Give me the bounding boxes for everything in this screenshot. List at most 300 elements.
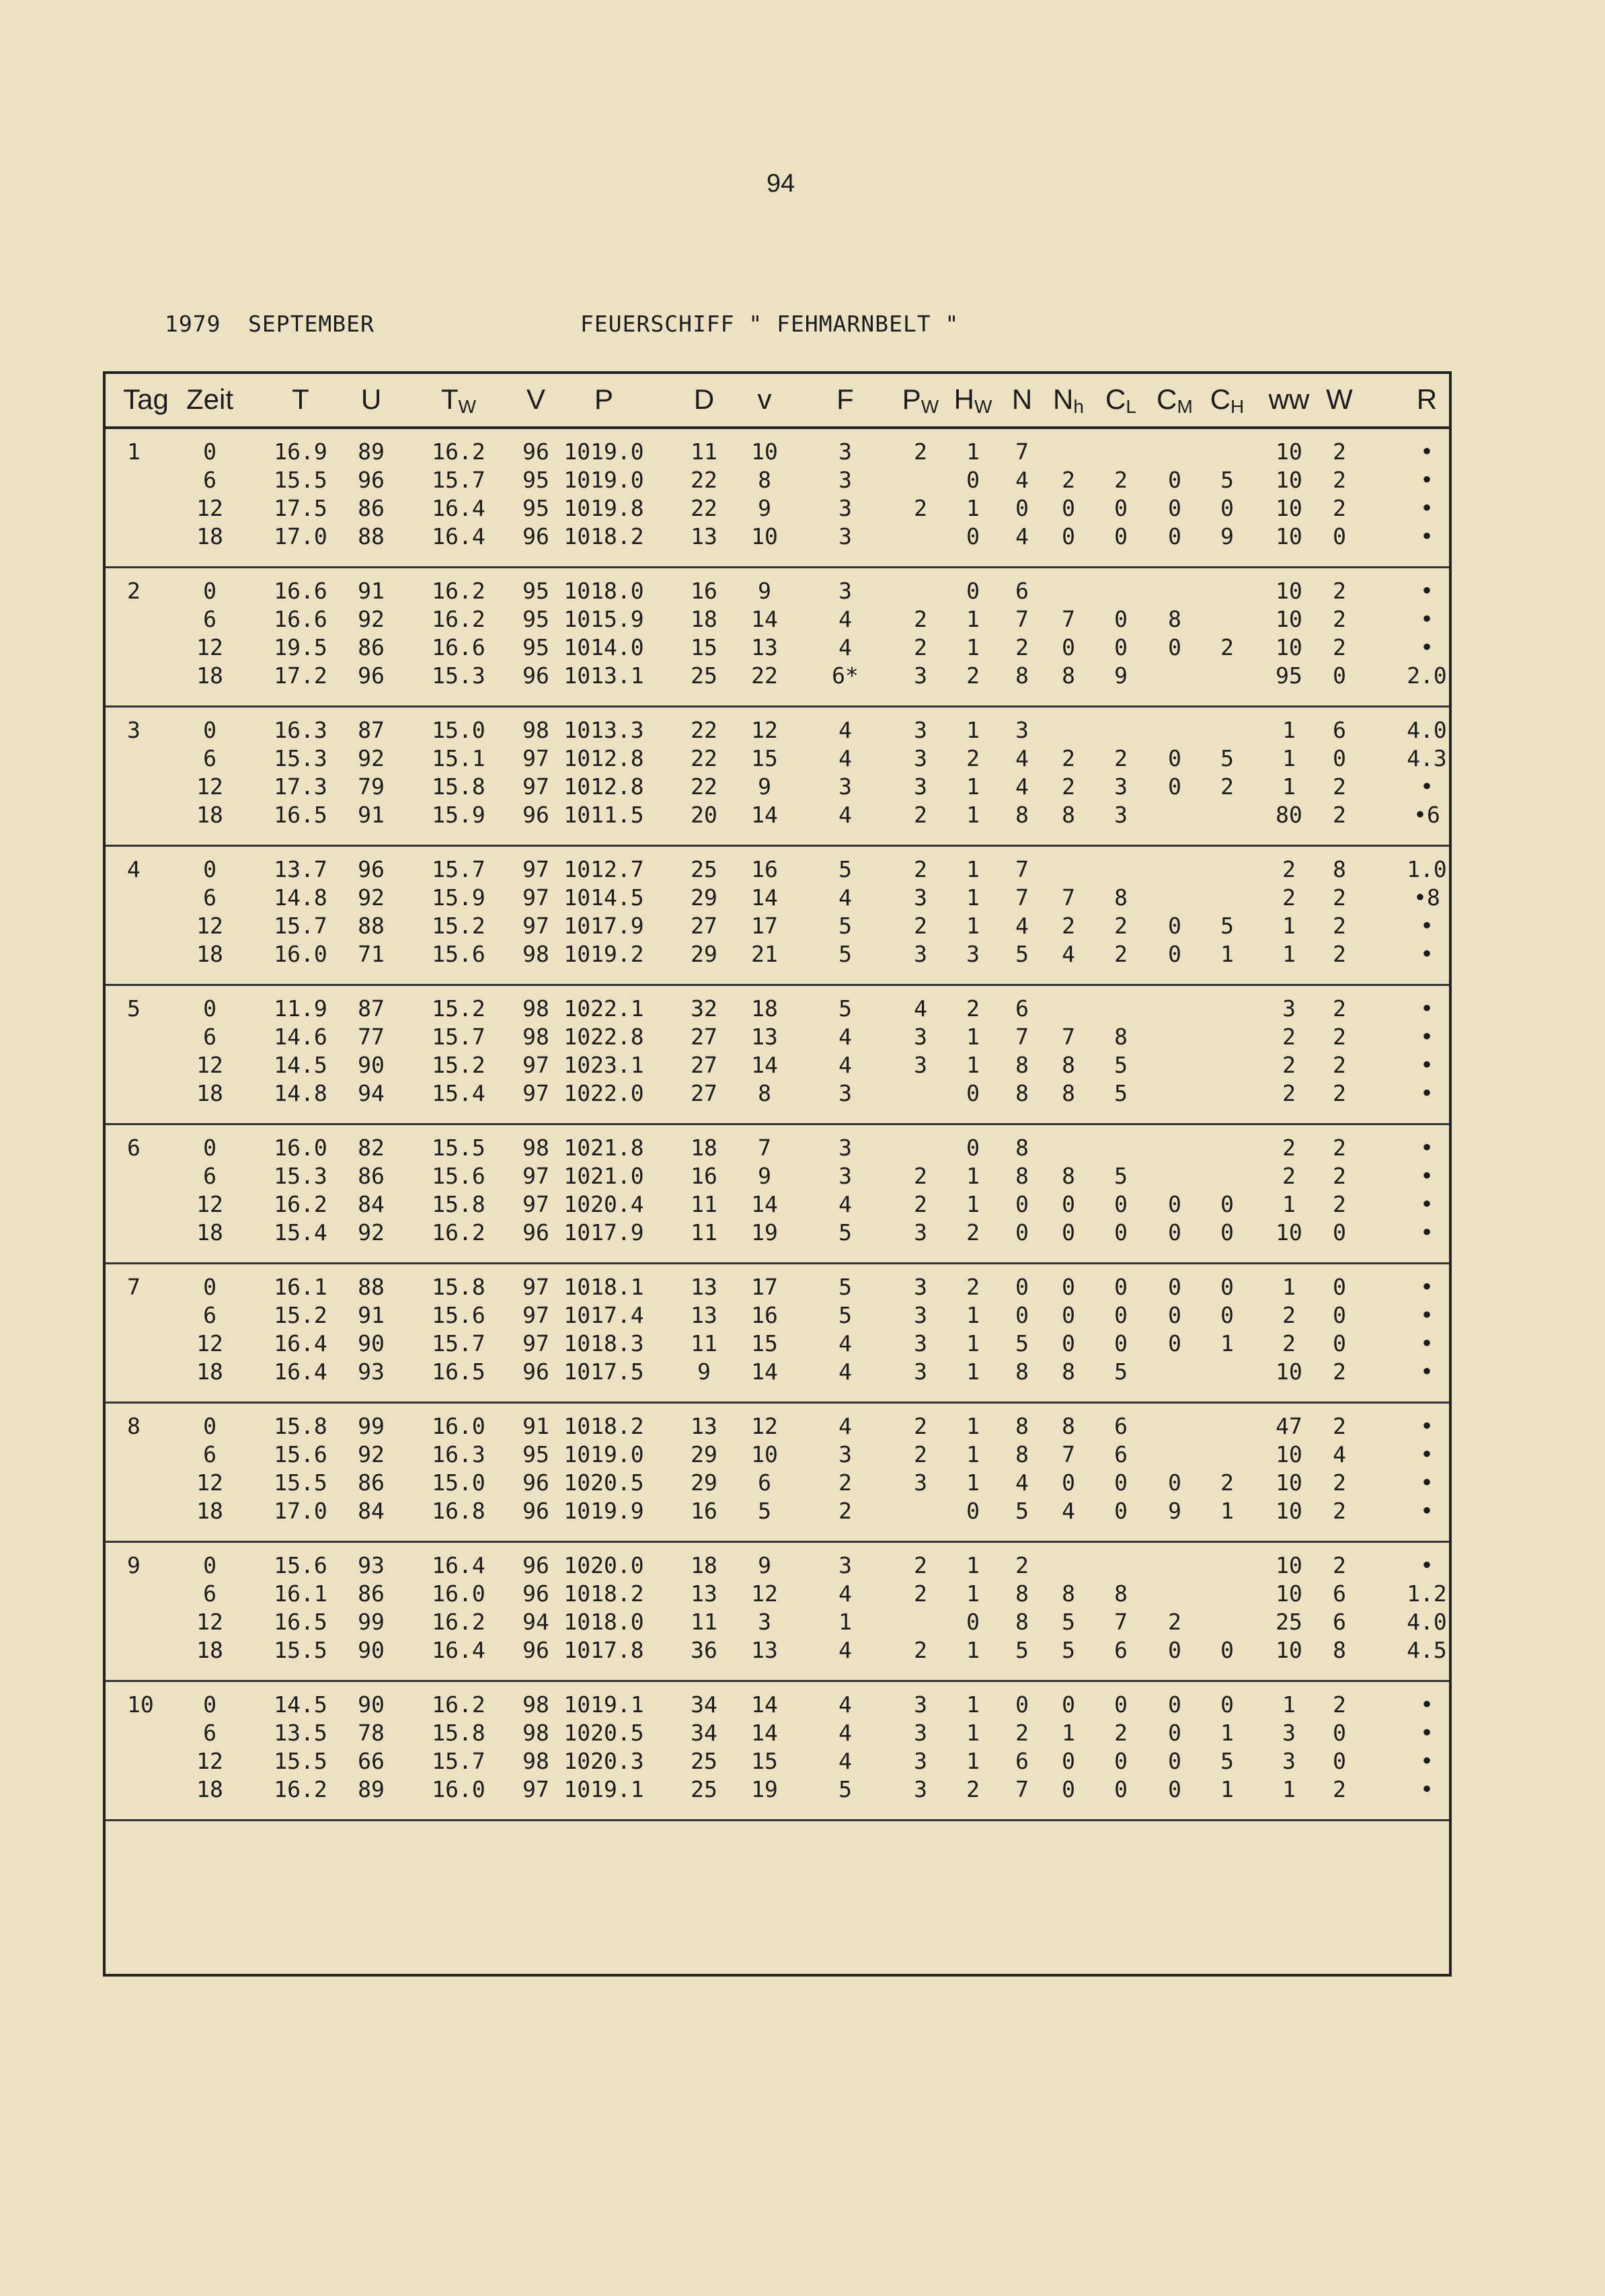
cell-f: 5 xyxy=(838,913,852,939)
cell-f: 3 xyxy=(838,1135,852,1161)
cell-ww: 1 xyxy=(1282,1191,1296,1217)
cell-cl: 0 xyxy=(1114,1274,1128,1300)
cell-zeit: 12 xyxy=(196,1052,223,1078)
cell-cm: 0 xyxy=(1168,1274,1181,1300)
cell-v: 97 xyxy=(522,1274,549,1300)
cell-nh: 0 xyxy=(1062,1191,1075,1217)
table-row xyxy=(106,1135,1449,1163)
cell-n: 2 xyxy=(1015,1552,1029,1578)
cell-n: 7 xyxy=(1015,884,1029,911)
cell-v: 97 xyxy=(522,884,549,911)
cell-v: 97 xyxy=(522,773,549,800)
cell-tw: 15.8 xyxy=(432,1191,485,1217)
cell-tw: 15.8 xyxy=(432,773,485,800)
cell-nh: 8 xyxy=(1062,802,1075,828)
cell-pw: 3 xyxy=(914,1219,927,1246)
cell-v: 97 xyxy=(522,913,549,939)
cell-d: 13 xyxy=(691,1302,717,1328)
cell-hw: 1 xyxy=(966,884,980,911)
cell-cm: 0 xyxy=(1168,1469,1181,1496)
cell-pw: 3 xyxy=(914,1052,927,1078)
cell-ch: 5 xyxy=(1220,745,1234,771)
cell-n: 5 xyxy=(1015,941,1029,967)
cell-f: 1 xyxy=(838,1609,852,1635)
day-number: 4 xyxy=(127,856,141,882)
table-row xyxy=(106,884,1449,913)
column-header-label: U xyxy=(360,383,382,415)
cell-hw: 1 xyxy=(966,495,980,521)
cell-f: 4 xyxy=(838,1330,852,1356)
cell-ch: 0 xyxy=(1220,1302,1234,1328)
cell-d: 13 xyxy=(691,523,717,549)
cell-ch: 0 xyxy=(1220,1274,1234,1300)
cell-pw: 2 xyxy=(914,1191,927,1217)
cell-ch: 5 xyxy=(1220,913,1234,939)
cell-t: 15.2 xyxy=(274,1302,327,1328)
cell-d: 27 xyxy=(691,1080,717,1106)
cell-tw: 15.7 xyxy=(432,467,485,493)
cell-v: 97 xyxy=(522,1163,549,1189)
column-header-t xyxy=(264,383,338,416)
cell-t: 16.1 xyxy=(274,1580,327,1607)
cell-r: • xyxy=(1420,1330,1434,1356)
cell-p: 1020.4 xyxy=(563,1191,644,1217)
column-header-subscript: W xyxy=(458,396,477,417)
cell-cm: 0 xyxy=(1168,523,1181,549)
cell-cl: 5 xyxy=(1114,1163,1128,1189)
cell-pw: 3 xyxy=(914,1720,927,1746)
cell-pw: 2 xyxy=(914,856,927,882)
cell-p: 1020.5 xyxy=(563,1720,644,1746)
cell-vv: 3 xyxy=(758,1609,771,1635)
cell-t: 17.3 xyxy=(274,773,327,800)
cell-u: 90 xyxy=(358,1691,385,1718)
cell-ww: 10 xyxy=(1276,495,1302,521)
cell-pw: 2 xyxy=(914,913,927,939)
cell-zeit: 18 xyxy=(196,1359,223,1385)
cell-p: 1012.8 xyxy=(563,745,644,771)
cell-w: 8 xyxy=(1333,1637,1346,1663)
cell-vv: 6 xyxy=(758,1469,771,1496)
table-row xyxy=(106,578,1449,606)
cell-vv: 15 xyxy=(751,1330,778,1356)
cell-p: 1020.3 xyxy=(563,1748,644,1774)
cell-ww: 2 xyxy=(1282,1135,1296,1161)
header-month: SEPTEMBER xyxy=(248,311,375,337)
cell-hw: 2 xyxy=(966,662,980,689)
cell-nh: 0 xyxy=(1062,1274,1075,1300)
cell-p: 1019.0 xyxy=(563,1441,644,1467)
cell-pw: 2 xyxy=(914,1413,927,1439)
cell-zeit: 0 xyxy=(203,717,217,743)
day-block xyxy=(106,986,1449,1125)
cell-zeit: 18 xyxy=(196,802,223,828)
cell-hw: 0 xyxy=(966,578,980,604)
cell-cl: 8 xyxy=(1114,1580,1128,1607)
cell-n: 2 xyxy=(1015,1720,1029,1746)
day-block xyxy=(106,568,1449,707)
cell-u: 79 xyxy=(358,773,385,800)
cell-hw: 1 xyxy=(966,634,980,660)
cell-t: 16.4 xyxy=(274,1359,327,1385)
cell-v: 96 xyxy=(522,523,549,549)
cell-n: 4 xyxy=(1015,773,1029,800)
cell-f: 5 xyxy=(838,856,852,882)
cell-ch: 0 xyxy=(1220,1691,1234,1718)
day-number: 6 xyxy=(127,1135,141,1161)
cell-f: 5 xyxy=(838,995,852,1022)
table-row xyxy=(106,1552,1449,1580)
cell-p: 1011.5 xyxy=(563,802,644,828)
cell-ww: 2 xyxy=(1282,884,1296,911)
table-row xyxy=(106,1274,1449,1302)
cell-d: 32 xyxy=(691,995,717,1022)
cell-u: 89 xyxy=(358,438,385,465)
cell-t: 14.8 xyxy=(274,884,327,911)
cell-t: 15.5 xyxy=(274,1469,327,1496)
cell-zeit: 0 xyxy=(203,578,217,604)
cell-n: 7 xyxy=(1015,1024,1029,1050)
cell-r: • xyxy=(1420,467,1434,493)
cell-n: 8 xyxy=(1015,1135,1029,1161)
cell-n: 0 xyxy=(1015,1691,1029,1718)
cell-p: 1014.0 xyxy=(563,634,644,660)
day-block xyxy=(106,1404,1449,1543)
cell-vv: 19 xyxy=(751,1219,778,1246)
cell-v: 96 xyxy=(522,438,549,465)
cell-nh: 5 xyxy=(1062,1637,1075,1663)
cell-t: 16.3 xyxy=(274,717,327,743)
cell-t: 11.9 xyxy=(274,995,327,1022)
column-header-p xyxy=(567,383,641,416)
cell-t: 13.5 xyxy=(274,1720,327,1746)
cell-p: 1018.2 xyxy=(563,523,644,549)
cell-u: 93 xyxy=(358,1552,385,1578)
cell-tw: 16.0 xyxy=(432,1580,485,1607)
cell-u: 66 xyxy=(358,1748,385,1774)
cell-vv: 8 xyxy=(758,467,771,493)
cell-r: • xyxy=(1420,1080,1434,1106)
column-header-label: P xyxy=(594,383,613,415)
cell-r: • xyxy=(1420,1691,1434,1718)
cell-t: 16.0 xyxy=(274,1135,327,1161)
cell-n: 0 xyxy=(1015,1191,1029,1217)
cell-p: 1012.8 xyxy=(563,773,644,800)
cell-nh: 7 xyxy=(1062,606,1075,632)
table-row xyxy=(106,1441,1449,1469)
cell-zeit: 6 xyxy=(203,1163,217,1189)
cell-d: 13 xyxy=(691,1580,717,1607)
cell-tw: 16.8 xyxy=(432,1498,485,1524)
cell-zeit: 18 xyxy=(196,1776,223,1802)
cell-nh: 8 xyxy=(1062,1359,1075,1385)
cell-nh: 0 xyxy=(1062,1776,1075,1802)
column-header-label: Zeit xyxy=(186,383,233,415)
cell-ww: 10 xyxy=(1276,467,1302,493)
cell-pw: 2 xyxy=(914,1163,927,1189)
cell-ww: 1 xyxy=(1282,717,1296,743)
cell-pw: 3 xyxy=(914,941,927,967)
cell-p: 1012.7 xyxy=(563,856,644,882)
cell-cl: 6 xyxy=(1114,1413,1128,1439)
cell-d: 36 xyxy=(691,1637,717,1663)
cell-t: 15.5 xyxy=(274,1637,327,1663)
column-header-label: Tag xyxy=(123,383,169,415)
cell-t: 15.5 xyxy=(274,1748,327,1774)
cell-t: 19.5 xyxy=(274,634,327,660)
cell-d: 13 xyxy=(691,1274,717,1300)
cell-r: 4.0 xyxy=(1407,717,1447,743)
cell-r: •8 xyxy=(1413,884,1440,911)
cell-vv: 12 xyxy=(751,1580,778,1607)
cell-tw: 16.4 xyxy=(432,1637,485,1663)
cell-d: 29 xyxy=(691,1441,717,1467)
cell-nh: 1 xyxy=(1062,1720,1075,1746)
cell-d: 16 xyxy=(691,1163,717,1189)
cell-t: 16.5 xyxy=(274,802,327,828)
cell-cl: 0 xyxy=(1114,1776,1128,1802)
cell-zeit: 12 xyxy=(196,1191,223,1217)
cell-nh: 4 xyxy=(1062,1498,1075,1524)
cell-v: 98 xyxy=(522,1748,549,1774)
cell-t: 16.5 xyxy=(274,1609,327,1635)
cell-u: 86 xyxy=(358,1580,385,1607)
cell-n: 7 xyxy=(1015,438,1029,465)
cell-vv: 9 xyxy=(758,1552,771,1578)
cell-t: 16.0 xyxy=(274,941,327,967)
cell-ww: 1 xyxy=(1282,1691,1296,1718)
cell-cl: 2 xyxy=(1114,745,1128,771)
cell-r: • xyxy=(1420,578,1434,604)
cell-ww: 2 xyxy=(1282,1302,1296,1328)
cell-hw: 1 xyxy=(966,1441,980,1467)
column-header-label: N xyxy=(1053,383,1074,415)
cell-tw: 15.9 xyxy=(432,884,485,911)
cell-t: 14.6 xyxy=(274,1024,327,1050)
cell-vv: 13 xyxy=(751,634,778,660)
cell-vv: 15 xyxy=(751,745,778,771)
cell-t: 16.2 xyxy=(274,1191,327,1217)
cell-pw: 2 xyxy=(914,438,927,465)
cell-r: • xyxy=(1420,1052,1434,1078)
cell-d: 27 xyxy=(691,1052,717,1078)
cell-hw: 1 xyxy=(966,1413,980,1439)
cell-d: 22 xyxy=(691,745,717,771)
column-header-u xyxy=(334,383,408,416)
cell-vv: 14 xyxy=(751,884,778,911)
table-row xyxy=(106,634,1449,662)
cell-p: 1021.0 xyxy=(563,1163,644,1189)
cell-ww: 1 xyxy=(1282,745,1296,771)
cell-tw: 15.2 xyxy=(432,995,485,1022)
cell-u: 92 xyxy=(358,1219,385,1246)
day-block xyxy=(106,1543,1449,1682)
cell-n: 8 xyxy=(1015,1609,1029,1635)
cell-zeit: 12 xyxy=(196,913,223,939)
cell-v: 95 xyxy=(522,467,549,493)
cell-cm: 0 xyxy=(1168,634,1181,660)
cell-p: 1019.0 xyxy=(563,438,644,465)
cell-p: 1022.0 xyxy=(563,1080,644,1106)
cell-tw: 16.2 xyxy=(432,1219,485,1246)
day-number: 7 xyxy=(127,1274,141,1300)
cell-w: 0 xyxy=(1333,745,1346,771)
cell-f: 4 xyxy=(838,1720,852,1746)
column-header-subscript: M xyxy=(1177,396,1193,417)
cell-cm: 0 xyxy=(1168,773,1181,800)
day-number: 1 xyxy=(127,438,141,465)
cell-t: 15.6 xyxy=(274,1552,327,1578)
cell-nh: 2 xyxy=(1062,773,1075,800)
cell-w: 2 xyxy=(1333,1691,1346,1718)
cell-d: 34 xyxy=(691,1691,717,1718)
cell-hw: 2 xyxy=(966,995,980,1022)
cell-ch: 2 xyxy=(1220,773,1234,800)
cell-vv: 14 xyxy=(751,1359,778,1385)
cell-f: 4 xyxy=(838,1413,852,1439)
cell-n: 0 xyxy=(1015,1219,1029,1246)
cell-cl: 5 xyxy=(1114,1052,1128,1078)
cell-ch: 2 xyxy=(1220,1469,1234,1496)
cell-nh: 0 xyxy=(1062,523,1075,549)
cell-f: 4 xyxy=(838,1191,852,1217)
cell-zeit: 18 xyxy=(196,1637,223,1663)
cell-d: 25 xyxy=(691,1776,717,1802)
day-number: 3 xyxy=(127,717,141,743)
cell-cl: 8 xyxy=(1114,884,1128,911)
cell-t: 17.5 xyxy=(274,495,327,521)
cell-v: 97 xyxy=(522,856,549,882)
cell-n: 6 xyxy=(1015,1748,1029,1774)
cell-cm: 0 xyxy=(1168,1637,1181,1663)
column-header-subscript: H xyxy=(1230,396,1245,417)
cell-f: 4 xyxy=(838,606,852,632)
cell-hw: 0 xyxy=(966,467,980,493)
cell-r: • xyxy=(1420,1441,1434,1467)
cell-u: 86 xyxy=(358,495,385,521)
cell-n: 0 xyxy=(1015,1274,1029,1300)
cell-v: 96 xyxy=(522,802,549,828)
cell-u: 87 xyxy=(358,995,385,1022)
table-row xyxy=(106,1691,1449,1720)
cell-cm: 0 xyxy=(1168,495,1181,521)
cell-f: 3 xyxy=(838,1441,852,1467)
cell-u: 96 xyxy=(358,467,385,493)
cell-f: 2 xyxy=(838,1469,852,1496)
cell-ww: 80 xyxy=(1276,802,1302,828)
cell-r: 1.0 xyxy=(1407,856,1447,882)
cell-tw: 15.0 xyxy=(432,717,485,743)
cell-nh: 0 xyxy=(1062,1302,1075,1328)
cell-ww: 1 xyxy=(1282,773,1296,800)
cell-hw: 1 xyxy=(966,802,980,828)
cell-pw: 2 xyxy=(914,1441,927,1467)
cell-tw: 15.5 xyxy=(432,1135,485,1161)
cell-vv: 15 xyxy=(751,1748,778,1774)
column-header-label: ww xyxy=(1268,383,1310,415)
cell-cl: 2 xyxy=(1114,941,1128,967)
cell-ch: 0 xyxy=(1220,1219,1234,1246)
cell-t: 16.4 xyxy=(274,1330,327,1356)
cell-vv: 14 xyxy=(751,606,778,632)
cell-vv: 9 xyxy=(758,578,771,604)
cell-t: 16.1 xyxy=(274,1274,327,1300)
cell-hw: 0 xyxy=(966,1609,980,1635)
cell-u: 86 xyxy=(358,1163,385,1189)
cell-p: 1017.4 xyxy=(563,1302,644,1328)
cell-cm: 0 xyxy=(1168,467,1181,493)
cell-nh: 0 xyxy=(1062,1330,1075,1356)
cell-zeit: 6 xyxy=(203,467,217,493)
table-row xyxy=(106,523,1449,551)
cell-pw: 3 xyxy=(914,1024,927,1050)
cell-hw: 0 xyxy=(966,1080,980,1106)
cell-n: 8 xyxy=(1015,1359,1029,1385)
cell-zeit: 0 xyxy=(203,1413,217,1439)
cell-hw: 1 xyxy=(966,1691,980,1718)
cell-f: 4 xyxy=(838,717,852,743)
cell-ww: 95 xyxy=(1276,662,1302,689)
cell-tw: 16.0 xyxy=(432,1776,485,1802)
column-header-subscript: L xyxy=(1126,396,1136,417)
cell-w: 2 xyxy=(1333,606,1346,632)
column-header-label: H xyxy=(953,383,974,415)
cell-zeit: 12 xyxy=(196,495,223,521)
cell-hw: 1 xyxy=(966,1552,980,1578)
cell-zeit: 12 xyxy=(196,634,223,660)
cell-w: 2 xyxy=(1333,913,1346,939)
cell-w: 2 xyxy=(1333,578,1346,604)
table-row xyxy=(106,773,1449,802)
cell-vv: 10 xyxy=(751,438,778,465)
cell-pw: 3 xyxy=(914,884,927,911)
cell-tw: 15.6 xyxy=(432,941,485,967)
cell-zeit: 12 xyxy=(196,1469,223,1496)
cell-cm: 0 xyxy=(1168,1776,1181,1802)
cell-ch: 1 xyxy=(1220,1498,1234,1524)
cell-vv: 14 xyxy=(751,1720,778,1746)
column-header-f xyxy=(808,383,882,416)
cell-ww: 2 xyxy=(1282,1163,1296,1189)
table-row xyxy=(106,495,1449,523)
cell-f: 4 xyxy=(838,1359,852,1385)
cell-d: 25 xyxy=(691,1748,717,1774)
cell-ww: 2 xyxy=(1282,1080,1296,1106)
cell-v: 97 xyxy=(522,745,549,771)
cell-hw: 1 xyxy=(966,1052,980,1078)
cell-tw: 15.9 xyxy=(432,802,485,828)
column-header-label: V xyxy=(526,383,545,415)
table-row xyxy=(106,606,1449,634)
cell-p: 1017.5 xyxy=(563,1359,644,1385)
cell-cm: 9 xyxy=(1168,1498,1181,1524)
cell-nh: 0 xyxy=(1062,1469,1075,1496)
cell-d: 29 xyxy=(691,884,717,911)
cell-u: 90 xyxy=(358,1330,385,1356)
page-number: 94 xyxy=(767,169,795,198)
cell-zeit: 18 xyxy=(196,941,223,967)
column-header-label: D xyxy=(693,383,715,415)
cell-nh: 0 xyxy=(1062,1219,1075,1246)
cell-cm: 0 xyxy=(1168,1748,1181,1774)
cell-r: • xyxy=(1420,523,1434,549)
cell-ww: 47 xyxy=(1276,1413,1302,1439)
cell-pw: 4 xyxy=(914,995,927,1022)
cell-ww: 10 xyxy=(1276,1359,1302,1385)
cell-t: 16.2 xyxy=(274,1776,327,1802)
cell-v: 97 xyxy=(522,1080,549,1106)
cell-hw: 0 xyxy=(966,1135,980,1161)
